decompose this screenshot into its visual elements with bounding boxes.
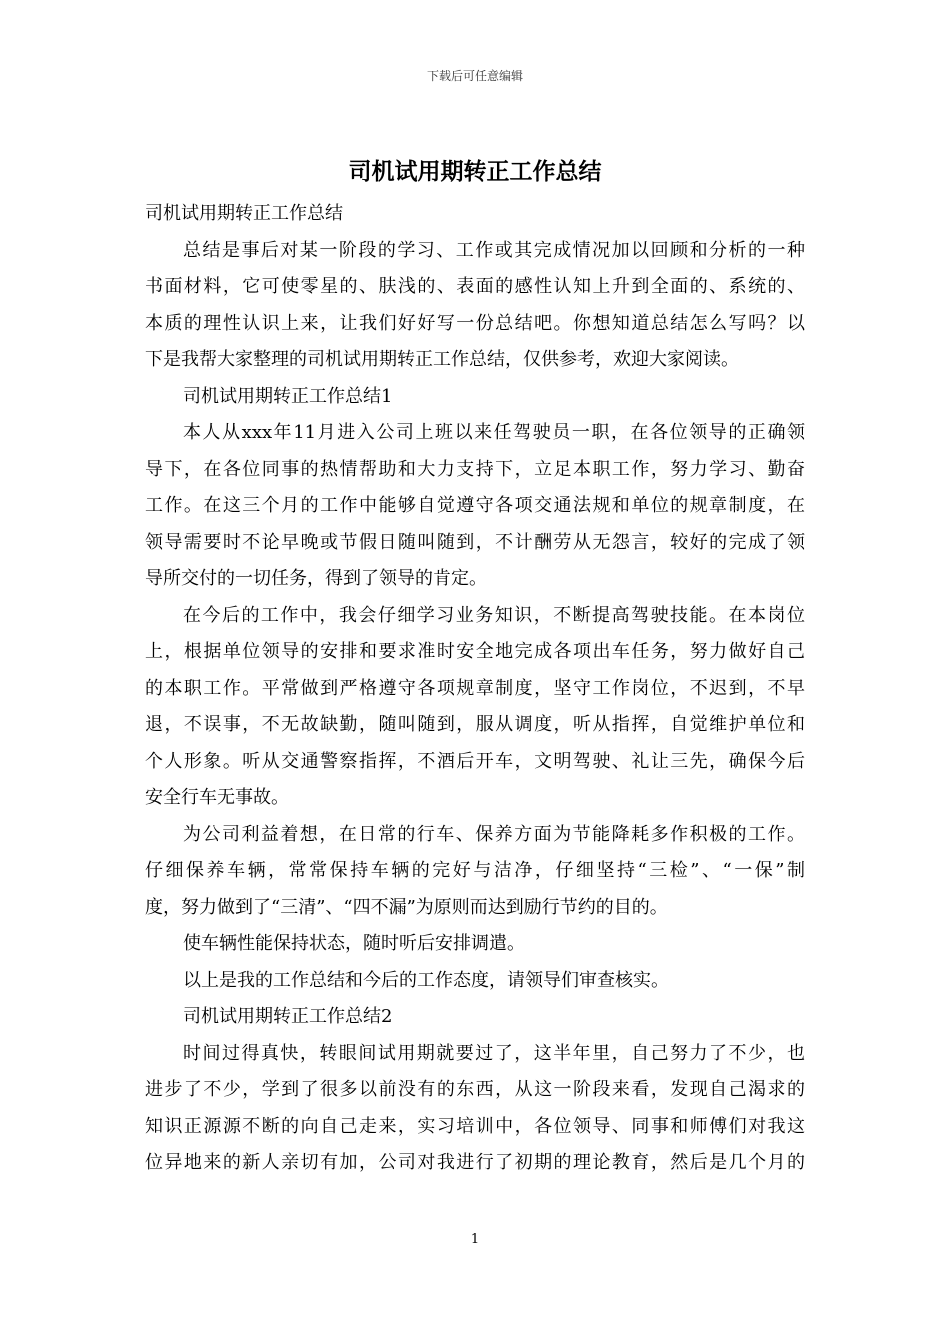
text-line: 时间过得真快，转眼间试用期就要过了，这半年里，自己努力了不少，也 — [183, 1042, 805, 1064]
document-body — [145, 196, 805, 1182]
text-line: 退，不误事，不无故缺勤，随叫随到，服从调度，听从指挥，自觉维护单位和 — [145, 714, 805, 735]
text-line: 导下，在各位同事的热情帮助和大力支持下，立足本职工作，努力学习、勤奋 — [145, 458, 805, 480]
text-line: 领导需要时不论早晚或节假日随叫随到，不计酬劳从无怨言，较好的完成了领 — [145, 531, 805, 553]
text-line: 本质的理性认识上来，让我们好好写一份总结吧。你想知道总结怎么写吗？以 — [145, 312, 805, 334]
page-number: 1 — [470, 1232, 480, 1247]
text-line: 知识正源源不断的向自己走来，实习培训中，各位领导、同事和师傅们对我这 — [145, 1115, 805, 1137]
text-line: 为公司利益着想，在日常的行车、保养方面为节能降耗多作积极的工作。 — [183, 823, 805, 845]
text-line: 导所交付的一切任务，得到了领导的肯定。 — [145, 568, 487, 589]
text-line: 的本职工作。平常做到严格遵守各项规章制度，坚守工作岗位，不迟到，不早 — [145, 677, 805, 699]
text-line: 位异地来的新人亲切有加，公司对我进行了初期的理论教育，然后是几个月的 — [145, 1152, 805, 1173]
text-line: 使车辆性能保持状态，随时听后安排调遣。 — [183, 933, 525, 954]
text-line: 下是我帮大家整理的司机试用期转正工作总结，仅供参考，欢迎大家阅读。 — [145, 349, 739, 370]
text-line: 安全行车无事故。 — [145, 787, 289, 808]
text-line: 上，根据单位领导的安排和要求准时安全地完成各项出车任务，努力做好自己 — [145, 641, 805, 662]
text-line: 司机试用期转正工作总结1 — [183, 385, 393, 407]
text-line: 以上是我的工作总结和今后的工作态度，请领导们审查核实。 — [183, 969, 669, 991]
text-line: 书面材料，它可使零星的、肤浅的、表面的感性认知上升到全面的、系统的、 — [145, 276, 805, 297]
text-line: 总结是事后对某一阶段的学习、工作或其完成情况加以回顾和分析的一种 — [183, 239, 805, 261]
page-header: 下载后可任意编辑 — [426, 69, 523, 83]
text-line: 工作。在这三个月的工作中能够自觉遵守各项交通法规和单位的规章制度，在 — [145, 495, 805, 516]
text-line: 司机试用期转正工作总结 — [145, 203, 343, 224]
text-line: 进步了不少，学到了很多以前没有的东西，从这一阶段来看，发现自己渴求的 — [145, 1079, 805, 1100]
text-line: 在今后的工作中，我会仔细学习业务知识，不断提高驾驶技能。在本岗位 — [183, 604, 805, 626]
text-line: 个人形象。听从交通警察指挥，不酒后开车，文明驾驶、礼让三先，确保今后 — [145, 750, 805, 772]
document-title: 司机试用期转正工作总结 — [348, 159, 602, 185]
text-line: 度，努力做到了“三清”、“四不漏”为原则而达到励行节约的目的。 — [145, 896, 668, 918]
text-line: 仔细保养车辆，常常保持车辆的完好与洁净，仔细坚持“三检”、“一保”制 — [145, 860, 805, 881]
text-line: 本人从xxx年11月进入公司上班以来任驾驶员一职，在各位领导的正确领 — [183, 422, 805, 443]
text-line: 司机试用期转正工作总结2 — [183, 1006, 393, 1027]
